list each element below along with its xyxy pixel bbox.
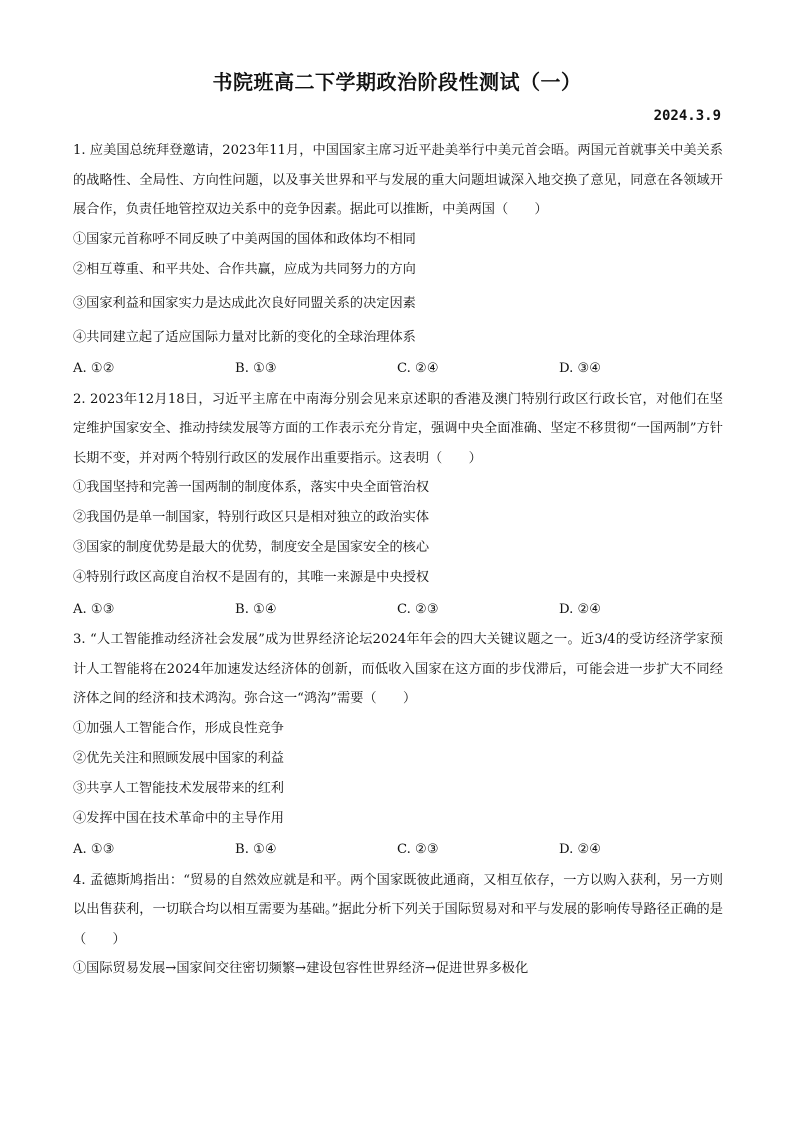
answer-choices [73,593,723,625]
choice-a: A. ①③ [73,842,115,857]
answer-choices [73,834,723,866]
option-2: ②相互尊重、和平共处、合作共赢，应成为共同努力的方向 [73,261,416,277]
question-stem: 2. 2023年12月18日，习近平主席在中南海分别会见来京述职的香港及澳门特别行政区行政长官，对他们在坚定维护国家安全、推动持续发展等方面的工作表示充分肯定，强调中央全面准确、坚定不移贯彻“一国两制”方针长期不变，并对两个特别行政区的发展作出重要指示。这表明（ ） [73,391,723,466]
answer-choices [73,353,723,385]
question-4 [73,866,723,985]
choice-c: C. ②④ [397,361,439,376]
option-1: ①国际贸易发展→国家间交往密切频繁→建设包容性世界经济→促进世界多极化 [73,961,529,976]
choice-d: D. ②④ [559,842,602,857]
question-2 [73,385,723,626]
option-3: ③国家的制度优势是最大的优势，制度安全是国家安全的核心 [73,540,430,555]
option-2: ②优先关注和照顾发展中国家的利益 [73,750,284,766]
choice-a: A. ①② [73,361,115,376]
question-list [73,136,723,984]
option-3: ③共享人工智能技术发展带来的红利 [73,780,284,796]
option-4: ④发挥中国在技术革命中的主导作用 [73,810,284,826]
question-stem: 1. 应美国总统拜登邀请，2023年11月，中国国家主席习近平赴美举行中美元首会晤。两国元首就事关中美关系的战略性、全局性、方向性问题，以及事关世界和平与发展的重大问题坦诚深入地交换了意见，同意在各领域开展合作，负责任地管控双边关系中的竞争因素。据此可以推断，中美两国（ ） [73,143,723,217]
choice-c: C. ②③ [397,601,439,617]
choice-c: C. ②③ [397,842,439,857]
option-2: ②我国仍是单一制国家，特别行政区只是相对独立的政治实体 [73,510,430,525]
choice-b: B. ①④ [235,601,277,617]
choice-d: D. ③④ [559,361,602,376]
choice-b: B. ①③ [235,361,277,376]
question-stem: 3. “人工智能推动经济社会发展”成为世界经济论坛2024年年会的四大关键议题之一。近3/4的受访经济学家预计人工智能将在2024年加速发达经济体的创新，而低收入国家在这方面的步伐滞后，可能会进一步扩大不同经济体之间的经济和技术鸿沟。弥合这一“鸿沟”需要（ ） [73,632,723,706]
choice-a: A. ①③ [73,601,115,617]
choice-d: D. ②④ [559,601,602,617]
option-4: ④共同建立起了适应国际力量对比新的变化的全球治理体系 [73,329,416,345]
option-3: ③国家利益和国家实力是达成此次良好同盟关系的决定因素 [73,295,416,311]
question-3 [73,625,723,866]
choice-b: B. ①④ [235,842,277,857]
option-1: ①加强人工智能合作，形成良性竞争 [73,720,284,736]
exam-date: 2024.3.9 [653,108,721,124]
option-1: ①国家元首称呼不同反映了中美两国的国体和政体均不相同 [73,231,416,247]
question-1 [73,136,723,385]
option-4: ④特别行政区高度自治权不是固有的，其唯一来源是中央授权 [73,570,430,585]
page-title: 书院班高二下学期政治阶段性测试（一） [212,70,582,94]
question-stem: 4. 孟德斯鸠指出：“贸易的自然效应就是和平。两个国家既彼此通商，又相互依存，一方以购入获利，另一方则以出售获利，一切联合均以相互需要为基础。”据此分析下列关于国际贸易对和平与发展的影响传导路径正确的是（ ） [73,872,723,947]
option-1: ①我国坚持和完善一国两制的制度体系，落实中央全面管治权 [73,480,430,495]
